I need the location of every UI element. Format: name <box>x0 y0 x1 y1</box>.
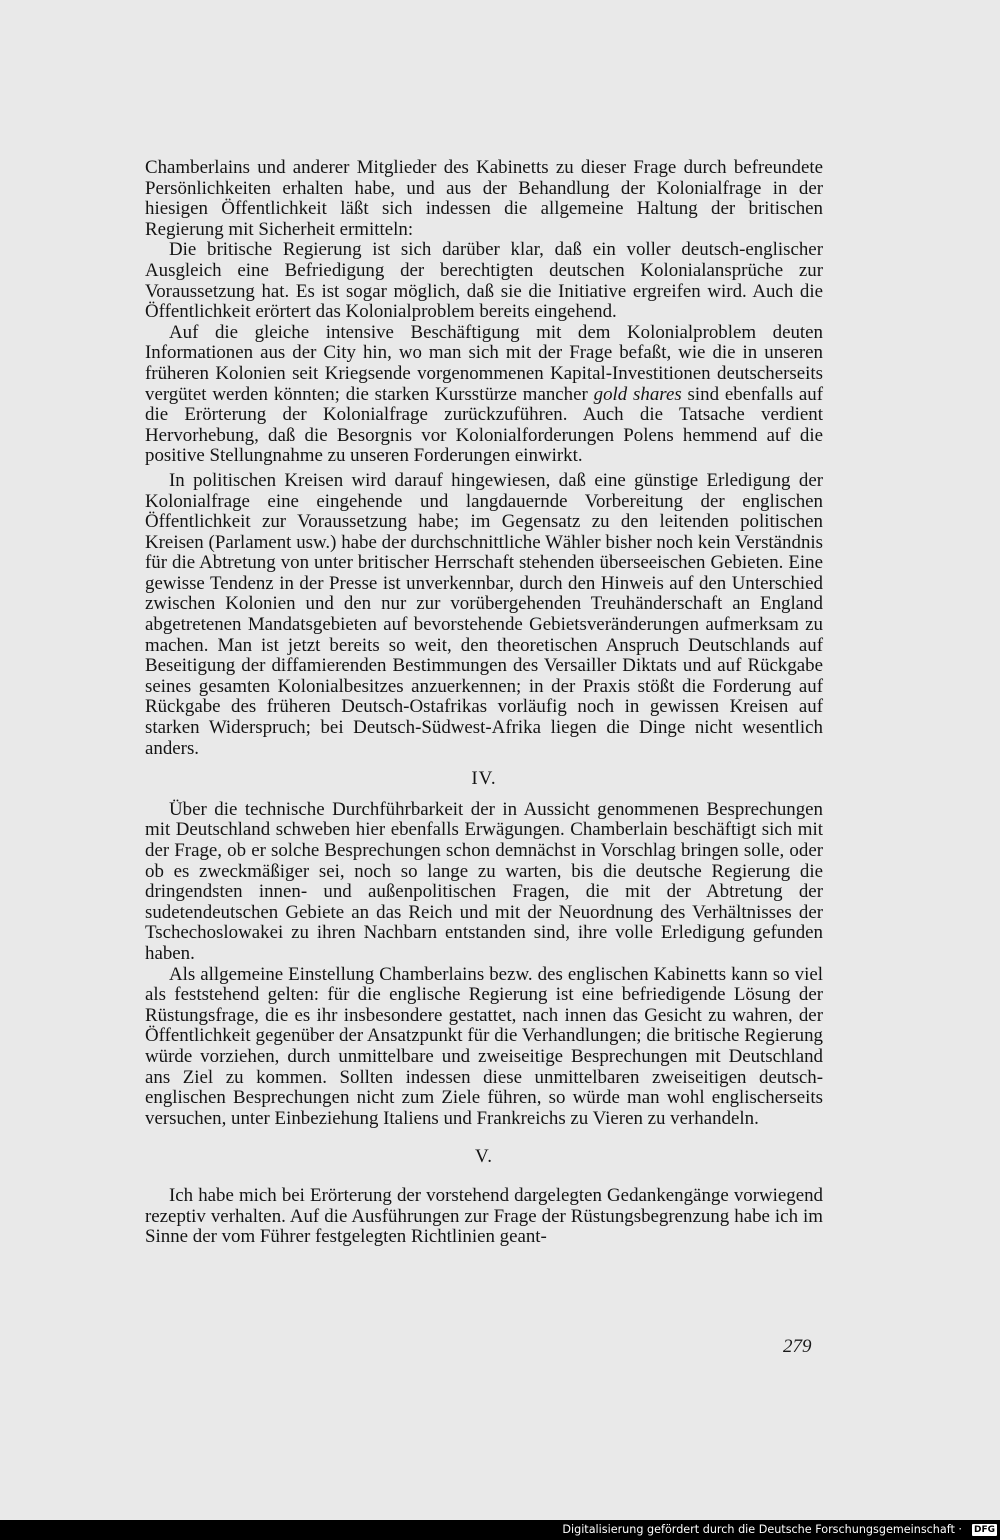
body-text <box>145 158 823 1248</box>
paragraph <box>145 323 823 467</box>
section-heading-iv: IV. <box>471 768 497 790</box>
footer-credit-text: Digitalisierung gefördert durch die Deutsche Forschungsgemeinschaft · <box>562 1523 962 1536</box>
page-number: 279 <box>783 1336 812 1357</box>
paragraph: Die britische Regierung ist sich darüber klar, daß ein voller deutsch-englischer Ausgleich eine Befriedigung der berechtigten deutschen Kolonialansprüche zur Voraussetzung hat. Es ist sogar möglich, daß sie die Initiative ergreifen wird. Auch die Öffentlichkeit erörtert das Kolonialproblem bereits eingehend. <box>145 239 823 323</box>
paragraph: Über die technische Durchführbarkeit der in Aussicht genommenen Besprechungen mit Deutschland schweben hier ebenfalls Erwägungen. Chamberlain beschäftigt sich mit der Frage, ob er solche Besprechungen schon demnächst in Vorschlag bringen solle, oder ob es zweckmäßiger sei, noch so lange zu warten, bis die deutsche Regierung die dringendsten innen- und außenpolitischen Fragen, die mit der Abtretung der sudetendeutschen Gebiete an das Reich und mit der Neuordnung des Verhältnisses der Tschechoslowakei zu ihren Nachbarn entstanden sind, ihre volle Erledigung gefunden haben. <box>145 798 823 964</box>
dfg-logo-icon: DFG <box>973 1525 995 1535</box>
digitization-footer <box>0 1520 1000 1540</box>
emphasis-gold-shares: gold shares <box>593 383 682 405</box>
paragraph-text: Auf die gleiche intensive Beschäftigung mit dem Kolonialproblem deuten Informationen aus der City hin, wo man sich mit der Frage befaßt, wie die in unseren früheren Kolonien seit Kriegsende vorgenommenen Kapital-Investitionen deutscherseits vergütet werden könnten; die starken Kursstürze mancher <box>145 321 823 405</box>
paragraph: In politischen Kreisen wird darauf hingewiesen, daß eine günstige Erledigung der Kolonialfrage eine eingehende und langdauernde Vorbereitung der englischen Öffentlichkeit zur Voraussetzung habe; im Gegensatz zu den leitenden politischen Kreisen (Parlament usw.) habe der durchschnittliche Wähler bisher noch kein Verständnis für die Abtretung von unter britischer Herrschaft stehenden überseeischen Gebieten. Eine gewisse Tendenz in der Presse ist unverkennbar, durch den Hinweis auf den Unterschied zwischen Kolonien und den nur zur vorübergehenden Treuhänderschaft an England abgetretenen Mandatsgebieten auf bevorstehende Gebietsveränderungen aufmerksam zu machen. Man ist jetzt bereits so weit, den theoretischen Anspruch Deutschlands auf Beseitigung der diffamierenden Bestimmungen des Versailler Diktats und auf Rückgabe seines gesamten Kolonialbesitzes anzuerkennen; in der Praxis stößt die Forderung auf Rückgabe des früheren Deutsch-Ostafrikas vorläufig noch in gewissen Kreisen auf starken Widerspruch; bei Deutsch-Südwest-Afrika liegen die Dinge nicht wesentlich anders. <box>145 469 823 759</box>
paragraph: Ich habe mich bei Erörterung der vorstehend dargelegten Gedankengänge vorwiegend rezeptiv verhalten. Auf die Ausführungen zur Frage der Rüstungsbegrenzung habe ich im Sinne der vom Führer festgelegten Richtlinien geant- <box>145 1184 823 1248</box>
paragraph: Als allgemeine Einstellung Chamberlains bezw. des englischen Kabinetts kann so viel als feststehend gelten: für die englische Regierung ist eine befriedigende Lösung der Rüstungsfrage, die es ihr insbesondere gestattet, nach innen das Gesicht zu wahren, der Öffentlichkeit gegenüber der Ansatzpunkt für die Verhandlungen; die britische Regierung würde vorziehen, durch unmittelbare und zweiseitige Besprechungen mit Deutschland ans Ziel zu kommen. Sollten indessen diese unmittelbaren zweiseitigen deutsch-englischen Besprechungen nicht zum Ziele führen, so würde man wohl englischerseits versuchen, unter Einbeziehung Italiens und Frankreichs zu Vieren zu verhandeln. <box>145 963 823 1129</box>
paragraph-text: sind ebenfalls auf die Erörterung der Kolonialfrage zurückzuführen. Auch die Tatsache verdient Hervorhebung, daß die Besorgnis vor Kolonialforderungen Polens hemmend auf die positive Stellungnahme zu unseren Forderungen einwirkt. <box>145 383 823 467</box>
paragraph: Chamberlains und anderer Mitglieder des Kabinetts zu dieser Frage durch befreundete Persönlichkeiten erhalten habe, und aus der Behandlung der Kolonialfrage in der hiesigen Öffentlichkeit läßt sich indessen die allgemeine Haltung der britischen Regierung mit Sicherheit ermitteln: <box>145 157 823 240</box>
section-heading-v: V. <box>474 1146 494 1168</box>
